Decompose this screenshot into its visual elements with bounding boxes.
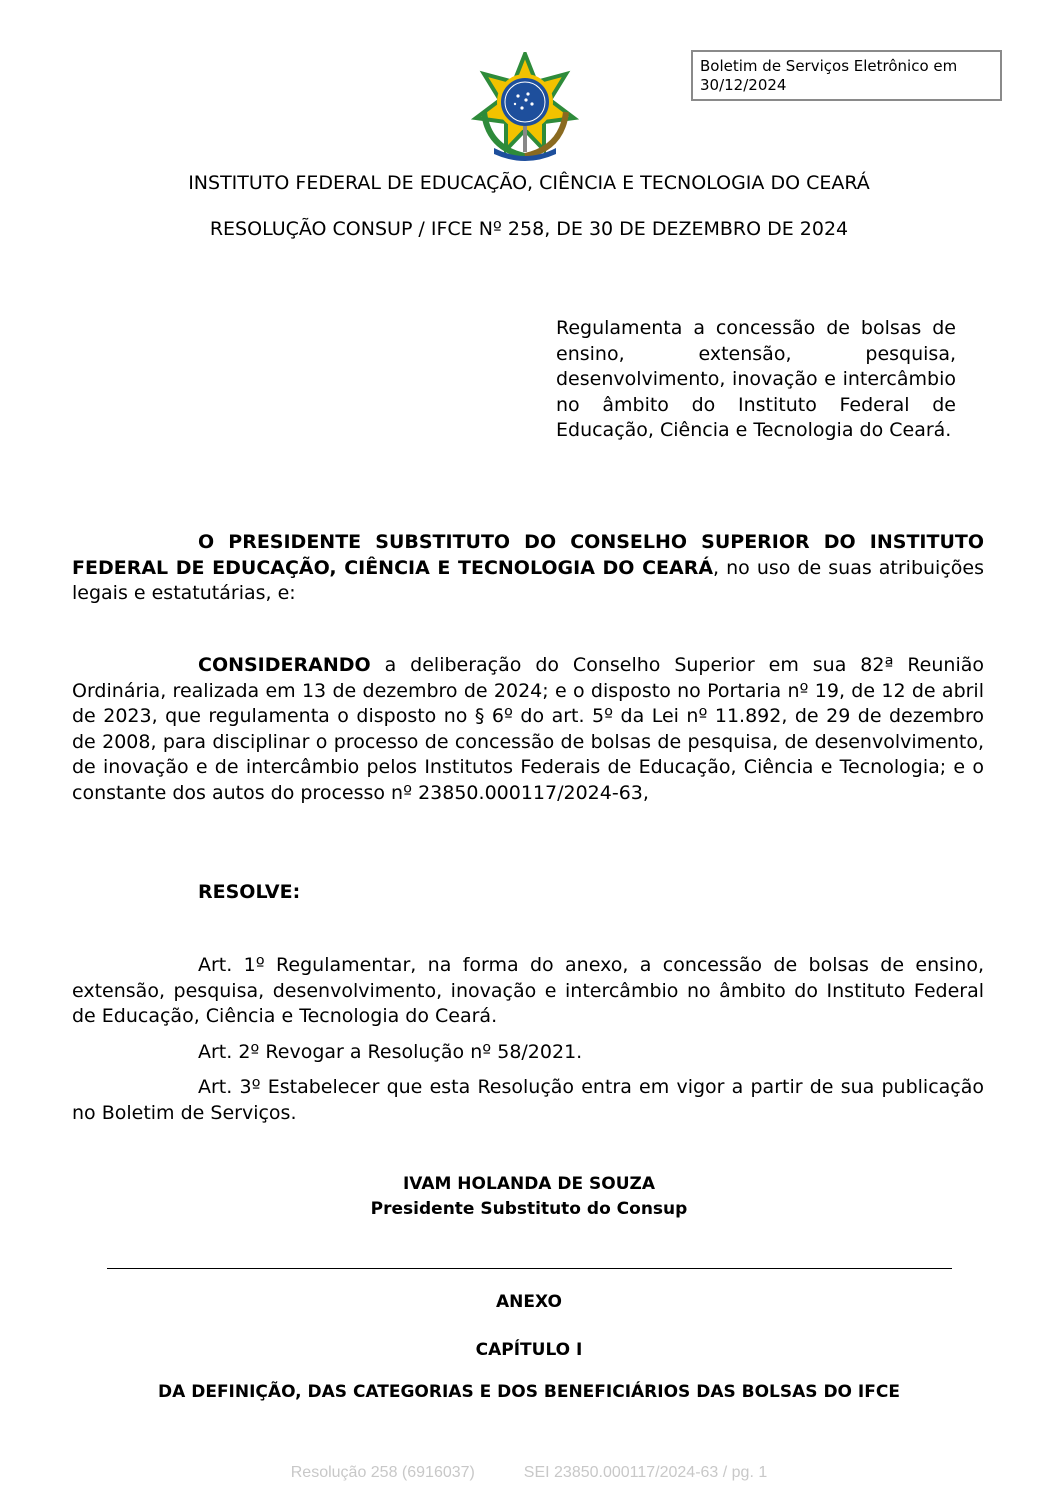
annex-title: ANEXO (496, 1292, 562, 1312)
preamble-bold: O PRESIDENTE SUBSTITUTO DO CONSELHO SUPERIOR DO INSTITUTO FEDERAL DE EDUCAÇÃO, CIÊNCIA E TECNOLOGIA DO CEARÁ (72, 531, 984, 579)
bulletin-stamp (691, 50, 1002, 101)
resolve-label: RESOLVE: (198, 881, 301, 903)
article-2-text: Art. 2º Revogar a Resolução nº 58/2021. (198, 1041, 583, 1063)
resolve-paragraph (72, 880, 984, 906)
considerando-bold: CONSIDERANDO (198, 654, 371, 676)
institution-title: INSTITUTO FEDERAL DE EDUCAÇÃO, CIÊNCIA E TECNOLOGIA DO CEARÁ (188, 172, 870, 194)
footer-doc: Resolução 258 (6916037) (290, 1464, 475, 1481)
divider (107, 1268, 952, 1269)
signature-block (0, 1172, 1058, 1222)
brazil-coat-of-arms-icon (470, 52, 580, 164)
resolution-summary: Regulamenta a concessão de bolsas de ensino, extensão, pesquisa, desenvolvimento, inovação e intercâmbio no âmbito do Instituto Federal de Educação, Ciência e Tecnologia do Ceará. (556, 317, 956, 441)
page-footer (0, 1464, 1058, 1482)
preamble-rest: , no uso de suas atribuições legais e estatutárias, e: (72, 556, 984, 604)
chapter-title: CAPÍTULO I (475, 1340, 583, 1360)
chapter-subtitle: DA DEFINIÇÃO, DAS CATEGORIAS E DOS BENEFICIÁRIOS DAS BOLSAS DO IFCE (158, 1382, 900, 1402)
stamp-line-2: 30/12/2024 (700, 76, 787, 94)
signatory-role: Presidente Substituto do Consup (370, 1199, 688, 1219)
article-1-text: Art. 1º Regulamentar, na forma do anexo, a concessão de bolsas de ensino, extensão, pesquisa, desenvolvimento, inovação e intercâmbio no âmbito do Instituto Federal de Educação, Ciência e Tecnologia do Ceará. (72, 954, 984, 1027)
stamp-line-1: Boletim de Serviços Eletrônico em (700, 57, 958, 75)
signatory-name: IVAM HOLANDA DE SOUZA (402, 1174, 656, 1194)
article-2 (72, 1040, 984, 1066)
article-3-text: Art. 3º Estabelecer que esta Resolução entra em vigor a partir de sua publicação no Boletim de Serviços. (72, 1076, 984, 1124)
resolution-title: RESOLUÇÃO CONSUP / IFCE Nº 258, DE 30 DE DEZEMBRO DE 2024 (209, 218, 849, 240)
considerando-rest: a deliberação do Conselho Superior em sua 82ª Reunião Ordinária, realizada em 13 de dezembro de 2024; e o disposto no Portaria nº 19, de 12 de abril de 2023, que regulamenta o disposto no § 6º do art. 5º da Lei nº 11.892, de 29 de dezembro de 2008, para disciplinar o processo de concessão de bolsas de pesquisa, de desenvolvimento, de inovação e de intercâmbio pelos Institutos Federais de Educação, Ciência e Tecnologia; e o constante dos autos do processo nº 23850.000117/2024-63, (72, 654, 984, 804)
footer-sei: SEI 23850.000117/2024-63 / pg. 1 (523, 1464, 768, 1481)
considerando-paragraph (72, 653, 984, 806)
preamble-paragraph (72, 530, 984, 607)
article-3 (72, 1075, 984, 1126)
article-1 (72, 953, 984, 1030)
